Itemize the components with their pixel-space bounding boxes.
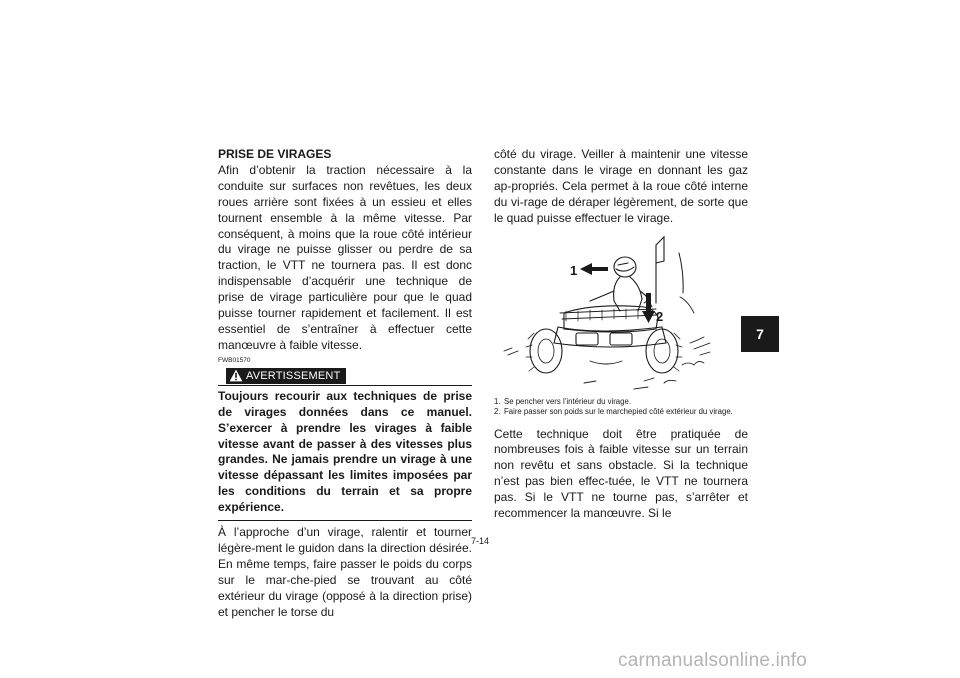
warning-header <box>218 366 472 386</box>
left-column <box>218 147 472 620</box>
approach-paragraph: À l’approche d’un virage, ralentir et tourner légère-ment le guidon dans la direction désirée. En même temps, faire passer le poids du corps sur le mar-che-pied se trouvant au côté extérieur du virage (opposé à la direction prise) et pencher le torse du <box>218 525 472 619</box>
warning-divider <box>218 520 472 521</box>
atv-rider-drawing <box>494 233 748 395</box>
continuation-paragraph: côté du virage. Veiller à maintenir une vitesse constante dans le virage en donnant les gaz ap-propriés. Cela permet à la roue côté interne du vi-rage de déraper légèrement, de sorte que le quad puisse effectuer le virage. <box>494 147 748 225</box>
illustration-label-2: 2 <box>656 308 664 324</box>
illustration-captions <box>494 397 748 418</box>
section-heading: PRISE DE VIRAGES <box>218 147 332 161</box>
caption-text: Se pencher vers l’intérieur du virage. <box>504 396 631 406</box>
caption-number: 1. <box>494 396 501 406</box>
intro-paragraph: Afin d’obtenir la traction nécessaire à la conduite sur surfaces non revêtues, les deux roues arrière sont fixées à un essieu et elles tournent ensemble à la même vitesse. Par conséquent, à moins que la roue côté intérieur du virage ne puisse glisser ou perdre de sa traction, le VTT ne tournera pas. Il est donc indispensable d’acquérir une technique de prise de virage particulière pour que le quad puisse tourner rapidement et facilement. Il est essentiel de s’entraîner à effectuer cette manœuvre à faible vitesse. <box>218 162 472 352</box>
warning-text: Toujours recourir aux techniques de prise de virages données dans ce manuel. S’exercer à prendre les virages à faible vitesse avant de passer à des vitesses plus grandes. Ne jamais prendre un virage à une vitesse dépassant les limites imposées par les conditions du terrain et sa propre expérience. <box>218 388 472 515</box>
practice-paragraph: Cette technique doit être pratiquée de nombreuses fois à faible vitesse sur un terrain non revêtu et sans obstacle. Si la technique n’est pas bien effec-tuée, le VTT ne tournera pas. Si le VTT ne tourne pas, s’arrêter et recommencer la manœuvre. Si le <box>494 426 748 521</box>
warning-triangle-icon <box>229 369 243 382</box>
chapter-tab: 7 <box>741 316 779 352</box>
caption-text: Faire passer son poids sur le marchepied côté extérieur du virage. <box>504 407 733 417</box>
caption-item <box>494 407 748 418</box>
caption-item <box>494 397 748 408</box>
atv-cornering-illustration <box>494 233 748 395</box>
warning-badge <box>226 368 346 384</box>
watermark: carmanualsonline.info <box>618 650 808 671</box>
right-column <box>494 147 748 522</box>
illustration-label-1: 1 <box>570 262 578 278</box>
warning-label: AVERTISSEMENT <box>246 369 341 382</box>
warning-code: FWB01570 <box>218 356 251 364</box>
page-number: 7-14 <box>470 536 489 546</box>
caption-number: 2. <box>494 407 501 417</box>
